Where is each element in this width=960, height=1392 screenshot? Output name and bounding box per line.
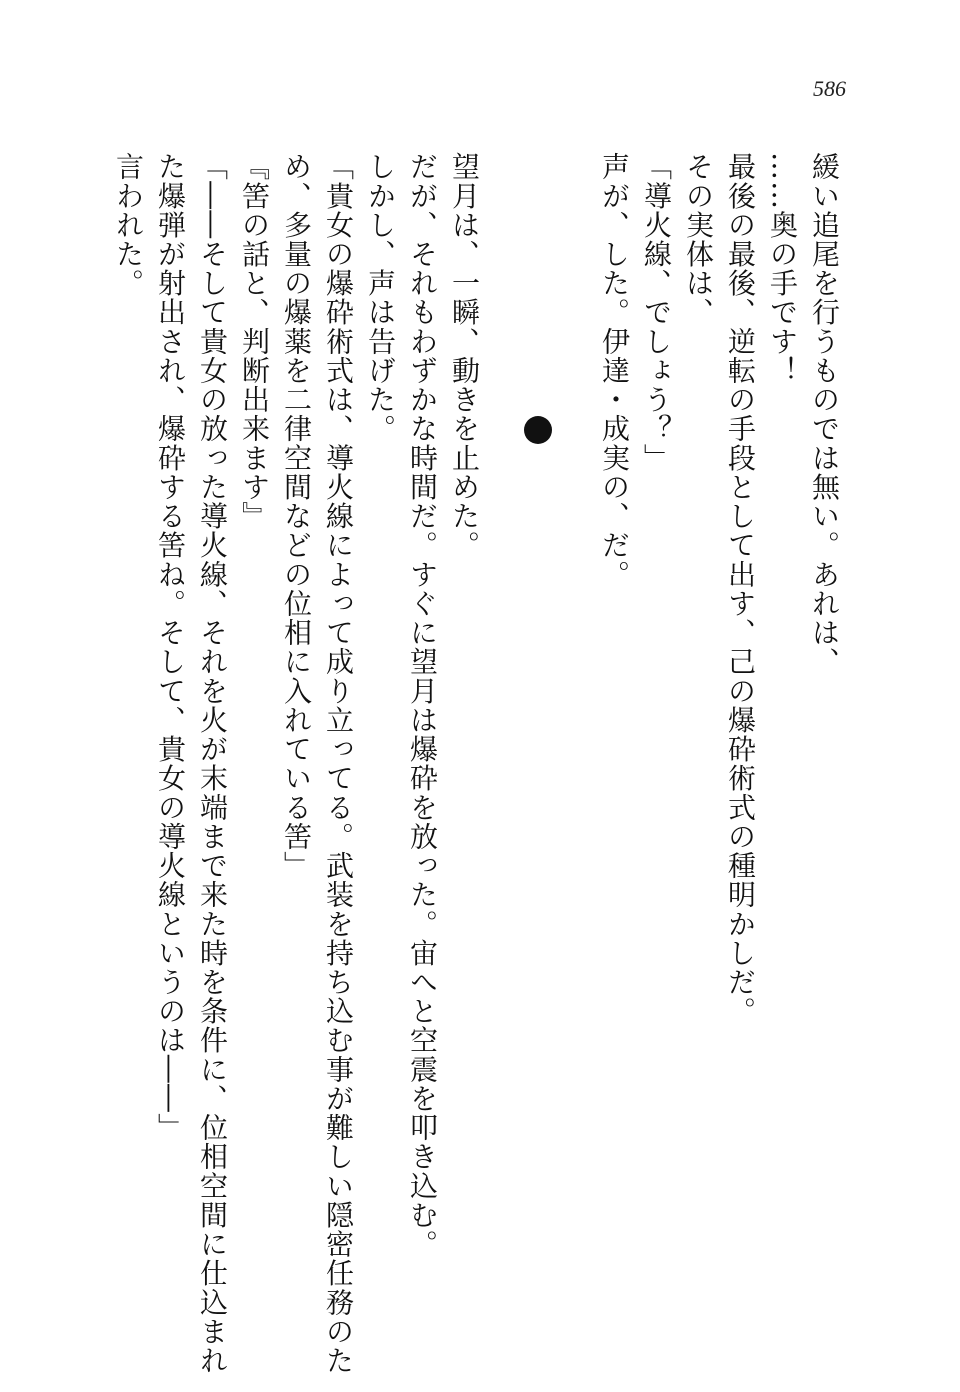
text-column-5: 「導火線、でしょう？」 xyxy=(640,152,673,473)
text-column-13: 「――そして貴女の放った導火線、それを火が末端まで来た時を条件に、位相空間に仕込まれ xyxy=(196,152,229,1376)
page-number: 586 xyxy=(813,76,846,101)
text-column-7: 望月は、一瞬、動きを止めた。 xyxy=(448,152,481,560)
text-column-9: しかし、声は告げた。 xyxy=(364,152,397,444)
text-column-11: め、多量の爆薬を二律空間などの位相に入れている筈」 xyxy=(280,152,313,880)
text-column-3: 最後の最後、逆転の手段として出す、己の爆砕術式の種明かしだ。 xyxy=(724,152,757,1026)
text-column-2: ……奥の手です！ xyxy=(766,152,799,385)
text-column-14: た爆弾が射出され、爆砕する筈ね。そして、貴女の導火線というのは――」 xyxy=(154,152,187,1143)
scene-break-dot xyxy=(524,416,552,444)
text-column-15: 言われた。 xyxy=(112,152,145,298)
text-column-10: 「貴女の爆砕術式は、導火線によって成り立ってる。武装を持ち込む事が難しい隠密任務のた xyxy=(322,152,355,1376)
text-column-6: 声が、した。伊達・成実の、だ。 xyxy=(598,152,631,589)
text-column-12: 『筈の話と、判断出来ます』 xyxy=(238,152,271,531)
text-column-4: その実体は、 xyxy=(682,152,715,327)
text-column-8: だが、それもわずかな時間だ。すぐに望月は爆砕を放った。宙へと空震を叩き込む。 xyxy=(406,152,439,1259)
text-column-1: 緩い追尾を行うものでは無い。あれは、 xyxy=(808,152,841,677)
